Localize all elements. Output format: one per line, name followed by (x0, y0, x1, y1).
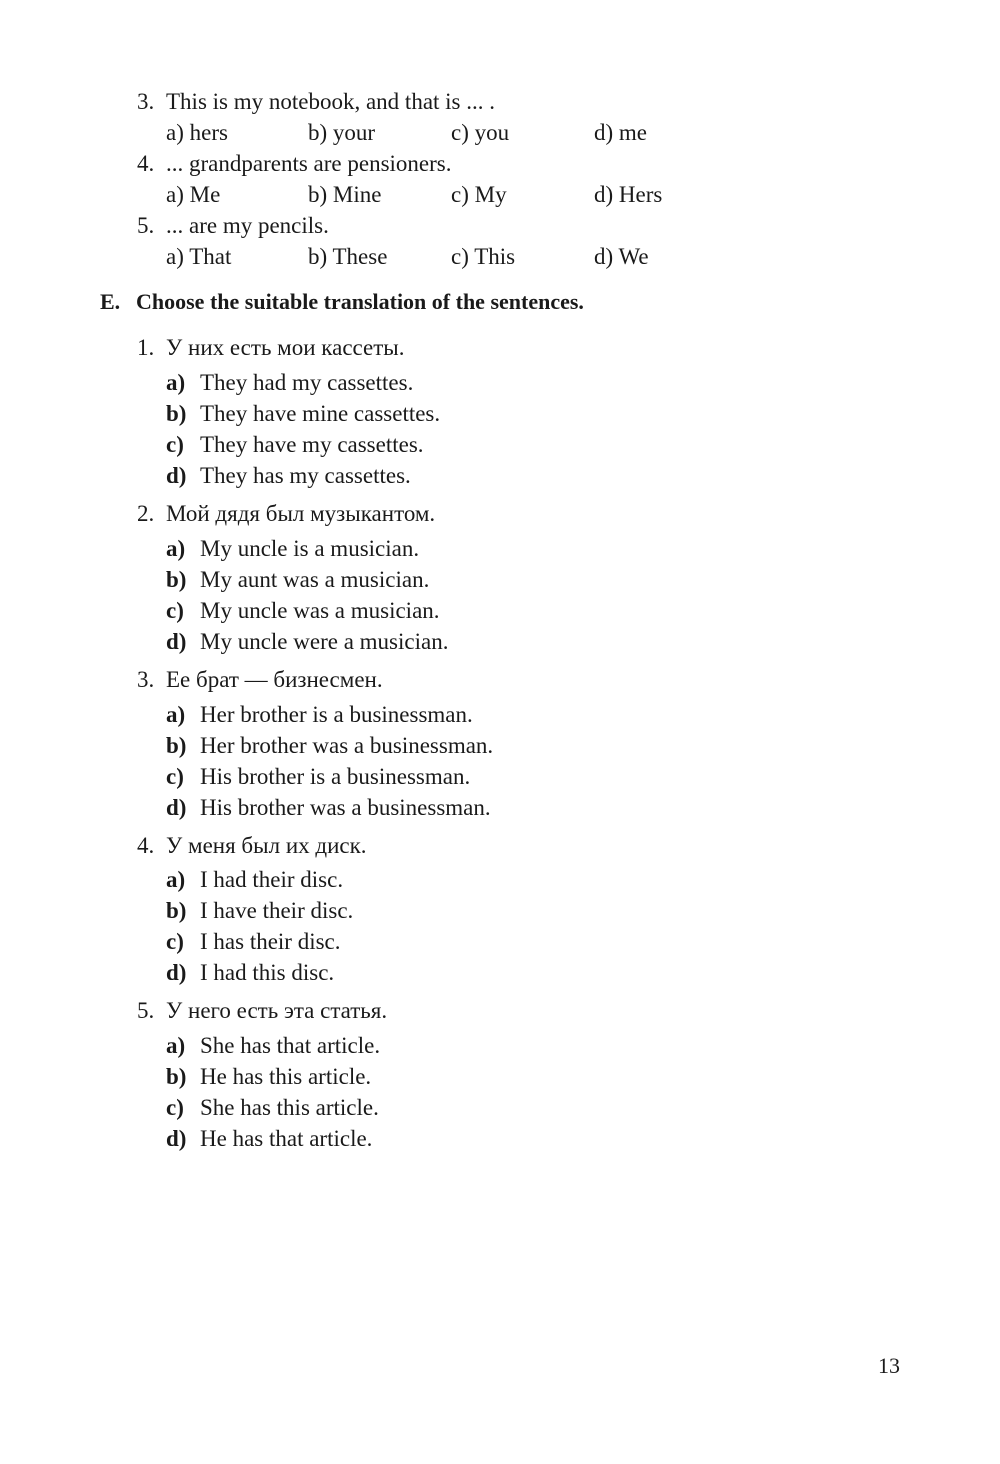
choice-letter: c) (166, 1095, 184, 1120)
option-a: a) hers (166, 120, 228, 145)
question-number: 5. (137, 998, 155, 1023)
question-text: Ее брат — бизнесмен. (166, 667, 383, 692)
choice-letter: d) (166, 629, 187, 654)
choice-text: He has this article. (200, 1064, 372, 1089)
choice-text: Her brother was a businessman. (200, 733, 494, 758)
choice-letter: b) (166, 567, 187, 592)
choice-text: I have their disc. (200, 898, 354, 923)
choice-letter: b) (166, 1064, 187, 1089)
option-c: c) you (451, 120, 510, 145)
question-number: 3. (137, 89, 155, 114)
choice-text: They have mine cassettes. (200, 401, 441, 426)
choice-letter: d) (166, 960, 187, 985)
page-number: 13 (878, 1353, 900, 1378)
choice-letter: a) (166, 536, 186, 561)
choice-text: My uncle were a musician. (200, 629, 449, 654)
choice-text: My uncle was a musician. (200, 598, 440, 623)
question-text: У них есть мои кассеты. (166, 335, 405, 360)
choice-text: I had their disc. (200, 867, 344, 892)
choice-letter: d) (166, 795, 187, 820)
question-text: У меня был их диск. (166, 833, 367, 858)
choice-text: They has my cassettes. (200, 463, 411, 488)
option-d: d) We (594, 244, 649, 269)
choice-letter: c) (166, 432, 184, 457)
choice-letter: b) (166, 898, 187, 923)
choice-letter: b) (166, 733, 187, 758)
choice-letter: c) (166, 764, 184, 789)
question-number: 4. (137, 833, 155, 858)
option-b: b) These (308, 244, 388, 269)
choice-text: His brother is a businessman. (200, 764, 471, 789)
option-b: b) your (308, 120, 376, 145)
choice-text: They had my cassettes. (200, 370, 414, 395)
question-text: ... grandparents are pensioners. (166, 151, 452, 176)
choice-letter: c) (166, 598, 184, 623)
choice-text: His brother was a businessman. (200, 795, 491, 820)
choice-text: I had this disc. (200, 960, 335, 985)
question-number: 4. (137, 151, 155, 176)
choice-letter: a) (166, 370, 186, 395)
question-text: У него есть эта статья. (166, 998, 388, 1023)
question-4-options (166, 181, 766, 209)
choice-text: They have my cassettes. (200, 432, 424, 457)
question-3-options (166, 119, 766, 147)
option-d: d) Hers (594, 182, 663, 207)
choice-letter: a) (166, 867, 186, 892)
question-number: 5. (137, 213, 155, 238)
section-letter: E. (100, 289, 121, 314)
choice-letter: d) (166, 1126, 187, 1151)
choice-text: My aunt was a musician. (200, 567, 430, 592)
question-text: ... are my pencils. (166, 213, 329, 238)
question-number: 1. (137, 335, 155, 360)
choice-text: Her brother is a businessman. (200, 702, 473, 727)
option-b: b) Mine (308, 182, 382, 207)
choice-text: She has that article. (200, 1033, 381, 1058)
choice-text: He has that article. (200, 1126, 373, 1151)
question-number: 2. (137, 501, 155, 526)
question-text: This is my notebook, and that is ... . (166, 89, 496, 114)
question-number: 3. (137, 667, 155, 692)
section-title: Choose the suitable translation of the sentences. (136, 289, 584, 314)
option-a: a) Me (166, 182, 221, 207)
choice-text: She has this article. (200, 1095, 379, 1120)
choice-letter: c) (166, 929, 184, 954)
option-d: d) me (594, 120, 648, 145)
choice-text: I has their disc. (200, 929, 341, 954)
choice-letter: a) (166, 702, 186, 727)
question-5-options (166, 243, 766, 271)
choice-letter: a) (166, 1033, 186, 1058)
question-text: Мой дядя был музыкантом. (166, 501, 436, 526)
option-a: a) That (166, 244, 232, 269)
choice-letter: d) (166, 463, 187, 488)
choice-text: My uncle is a musician. (200, 536, 420, 561)
option-c: c) My (451, 182, 507, 207)
choice-letter: b) (166, 401, 187, 426)
option-c: c) This (451, 244, 516, 269)
